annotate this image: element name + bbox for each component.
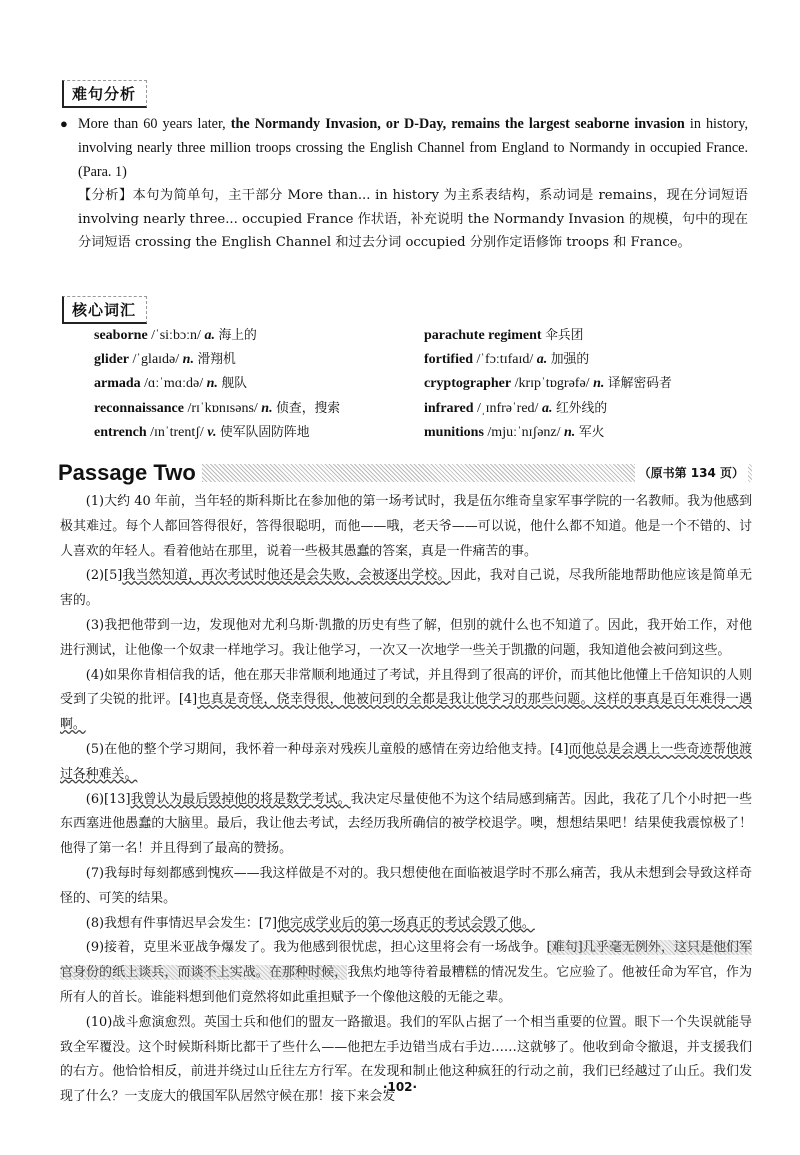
passage-reference: （原书第 134 页）: [635, 464, 748, 482]
vocabulary-list: [94, 324, 754, 445]
vocab-item: parachute regiment 伞兵团: [424, 328, 584, 343]
vocab-item: cryptographer /krɪpˈtɒgrəfə/ n. 译解密码者: [424, 376, 672, 392]
paragraph-1: (1)大约 40 年前，当年轻的斯科斯比在参加他的第一场考试时，我是伍尔维奇皇家军事学院的一名教师。我为他感到极其难过。每个人都回答得很好，答得很聪明，而他——哦，老天爷——可以说，他什么都不知道。他是一个不错的、讨人喜欢的年轻人。看着他站在那里，说着一些极其愚蠢的答案，真是一件痛苦的事。: [60, 494, 752, 559]
paragraph-3: (3)我把他带到一边，发现他对尤利乌斯·凯撒的历史有些了解，但别的就什么也不知道了。因此，我开始工作，对他进行测试，让他像一个奴隶一样地学习。我让他学习，一次又一次地学一些关于凯撒的问题，我知道他会被问到这些。: [60, 617, 752, 658]
paragraph-8: (8)我想有件事情迟早会发生：[7]他完成学业后的第一场真正的考试会毁了他。: [85, 915, 535, 931]
vocab-item: reconnaissance /rɪˈkɒnɪsəns/ n. 侦查，搜索: [94, 400, 341, 416]
difficult-sentence-header: 难句分析: [62, 80, 147, 108]
vocab-item: infrared /ˌɪnfrəˈred/ a. 红外线的: [424, 400, 608, 416]
underlined-text: 也真是奇怪，侥幸得很，他被问到的全都是我让他学习的那些问题。这样的事真是百年难得一遇啊。: [60, 692, 752, 733]
paragraph-4: (4)如果你肯相信我的话，他在那天非常顺利地通过了考试，并且得到了很高的评价，而其他比他懂上千倍知识的人则受到了尖锐的批评。[4]也真是奇怪，侥幸得很，他被问到的全都是我让他学习的那些问题。这样的事真是百年难得一遇啊。: [60, 667, 752, 733]
paragraph-9: (9)接着，克里米亚战争爆发了。我为他感到很忧虑，担心这里将会有一场战争。[难句]几乎毫无例外，这只是他们军官身份的纸上谈兵，而谈不上实战。在那种时候，我焦灼地等待着最糟糕的情况发生。它应验了。他被任命为军官，作为所有人的首长。谁能料想到他们竟然将如此重担赋予一个像他这般的无能之辈。: [60, 940, 753, 1005]
sentence-pre: More than 60 years later,: [78, 116, 226, 132]
vocab-item: seaborne /ˈsiːbɔːn/ a. 海上的: [94, 328, 257, 343]
page-number: ·102·: [382, 1080, 418, 1094]
underlined-text: 我曾认为最后毁掉他的将是数学考试。: [130, 791, 351, 807]
paragraph-7: (7)我每时每刻都感到愧疚——我这样做是不对的。我只想使他在面临被退学时不那么痛苦，我从未想到会导致这样奇怪的、可笑的结果。: [60, 865, 752, 906]
paragraph-5: (5)在他的整个学习期间，我怀着一种母亲对残疾儿童般的感情在旁边给他支持。[4]而他总是会遇上一些奇迹帮他渡过各种难关。: [60, 741, 752, 782]
shaded-difficult-sentence: [难句]几乎毫无例外，这只是他们军官身份的纸上谈兵，而谈不上实战。在那种时候，: [60, 940, 752, 981]
paragraph-2: (2)[5]我当然知道，再次考试时他还是会失败，会被逐出学校。因此，我对自己说，尽我所能地帮助他应该是简单无害的。: [60, 568, 753, 609]
passage-translation: [60, 490, 752, 1110]
vocab-item: entrench /ɪnˈtrentʃ/ v. 使军队固防阵地: [94, 424, 310, 440]
vocab-item: armada /ɑːˈmɑːdə/ n. 舰队: [94, 376, 248, 392]
sentence-rest: in history, involving nearly three million troops crossing the English Channel from England to Normandy in occupied France. (Para. 1): [78, 116, 749, 180]
passage-title: Passage Two: [58, 460, 202, 486]
vocabulary-header: 核心词汇: [62, 296, 147, 324]
sentence-bold: the Normandy Invasion, or D-Day, remains the largest seaborne invasion: [230, 116, 685, 132]
vocab-item: munitions /mjuːˈnɪʃənz/ n. 军火: [424, 424, 605, 440]
underlined-text: 我当然知道，再次考试时他还是会失败，会被逐出学校。: [122, 568, 451, 584]
paragraph-6: (6)[13]我曾认为最后毁掉他的将是数学考试。我决定尽量使他不为这个结局感到痛苦。因此，我花了几个小时把一些东西塞进他愚蠢的大脑里。最后，我让他去考试，去经历我所确信的被学校退学。噢，想想结果吧！结果使我震惊极了！他得了第一名！并且得到了最高的赞扬。: [60, 791, 753, 857]
vocab-item: fortified /ˈfɔːtɪfaɪd/ a. 加强的: [424, 352, 590, 368]
paragraph-10: (10)战斗愈演愈烈。英国士兵和他们的盟友一路撤退。我们的军队占据了一个相当重要的位置。眼下一个失误就能导致全军覆没。这个时候斯科斯比都干了些什么——他把左手边错当成右手边……这就够了。他收到命令撤退，并支援我们的右方。他恰恰相反，前进并绕过山丘往左方行军。在发现和制止他这种疯狂的行动之前，我们已经越过了山丘。我们发现了什么？一支庞大的俄国军队居然守候在那！接下来会发: [60, 1014, 752, 1105]
underlined-text: 他完成学业后的第一场真正的考试会毁了他。: [277, 915, 535, 931]
passage-header: [58, 460, 752, 486]
underlined-text: 而他总是会遇上一些奇迹帮他渡过各种难关。: [60, 741, 752, 782]
difficult-sentence: [60, 112, 748, 184]
bullet-icon: ●: [60, 116, 68, 131]
vocab-item: glider /ˈglaɪdə/ n. 滑翔机: [94, 352, 236, 368]
sentence-analysis: 【分析】本句为简单句，主干部分 More than... in history 为主系表结构，系动词是 remains，现在分词短语 involving nearly three... occupied France 作状语，补充说明 the Normandy Invasion 的规模，句中的现在分词短语 crossing the English Channel 和过去分词 occupied 分别作定语修饰 troops 和 France。: [78, 188, 748, 250]
